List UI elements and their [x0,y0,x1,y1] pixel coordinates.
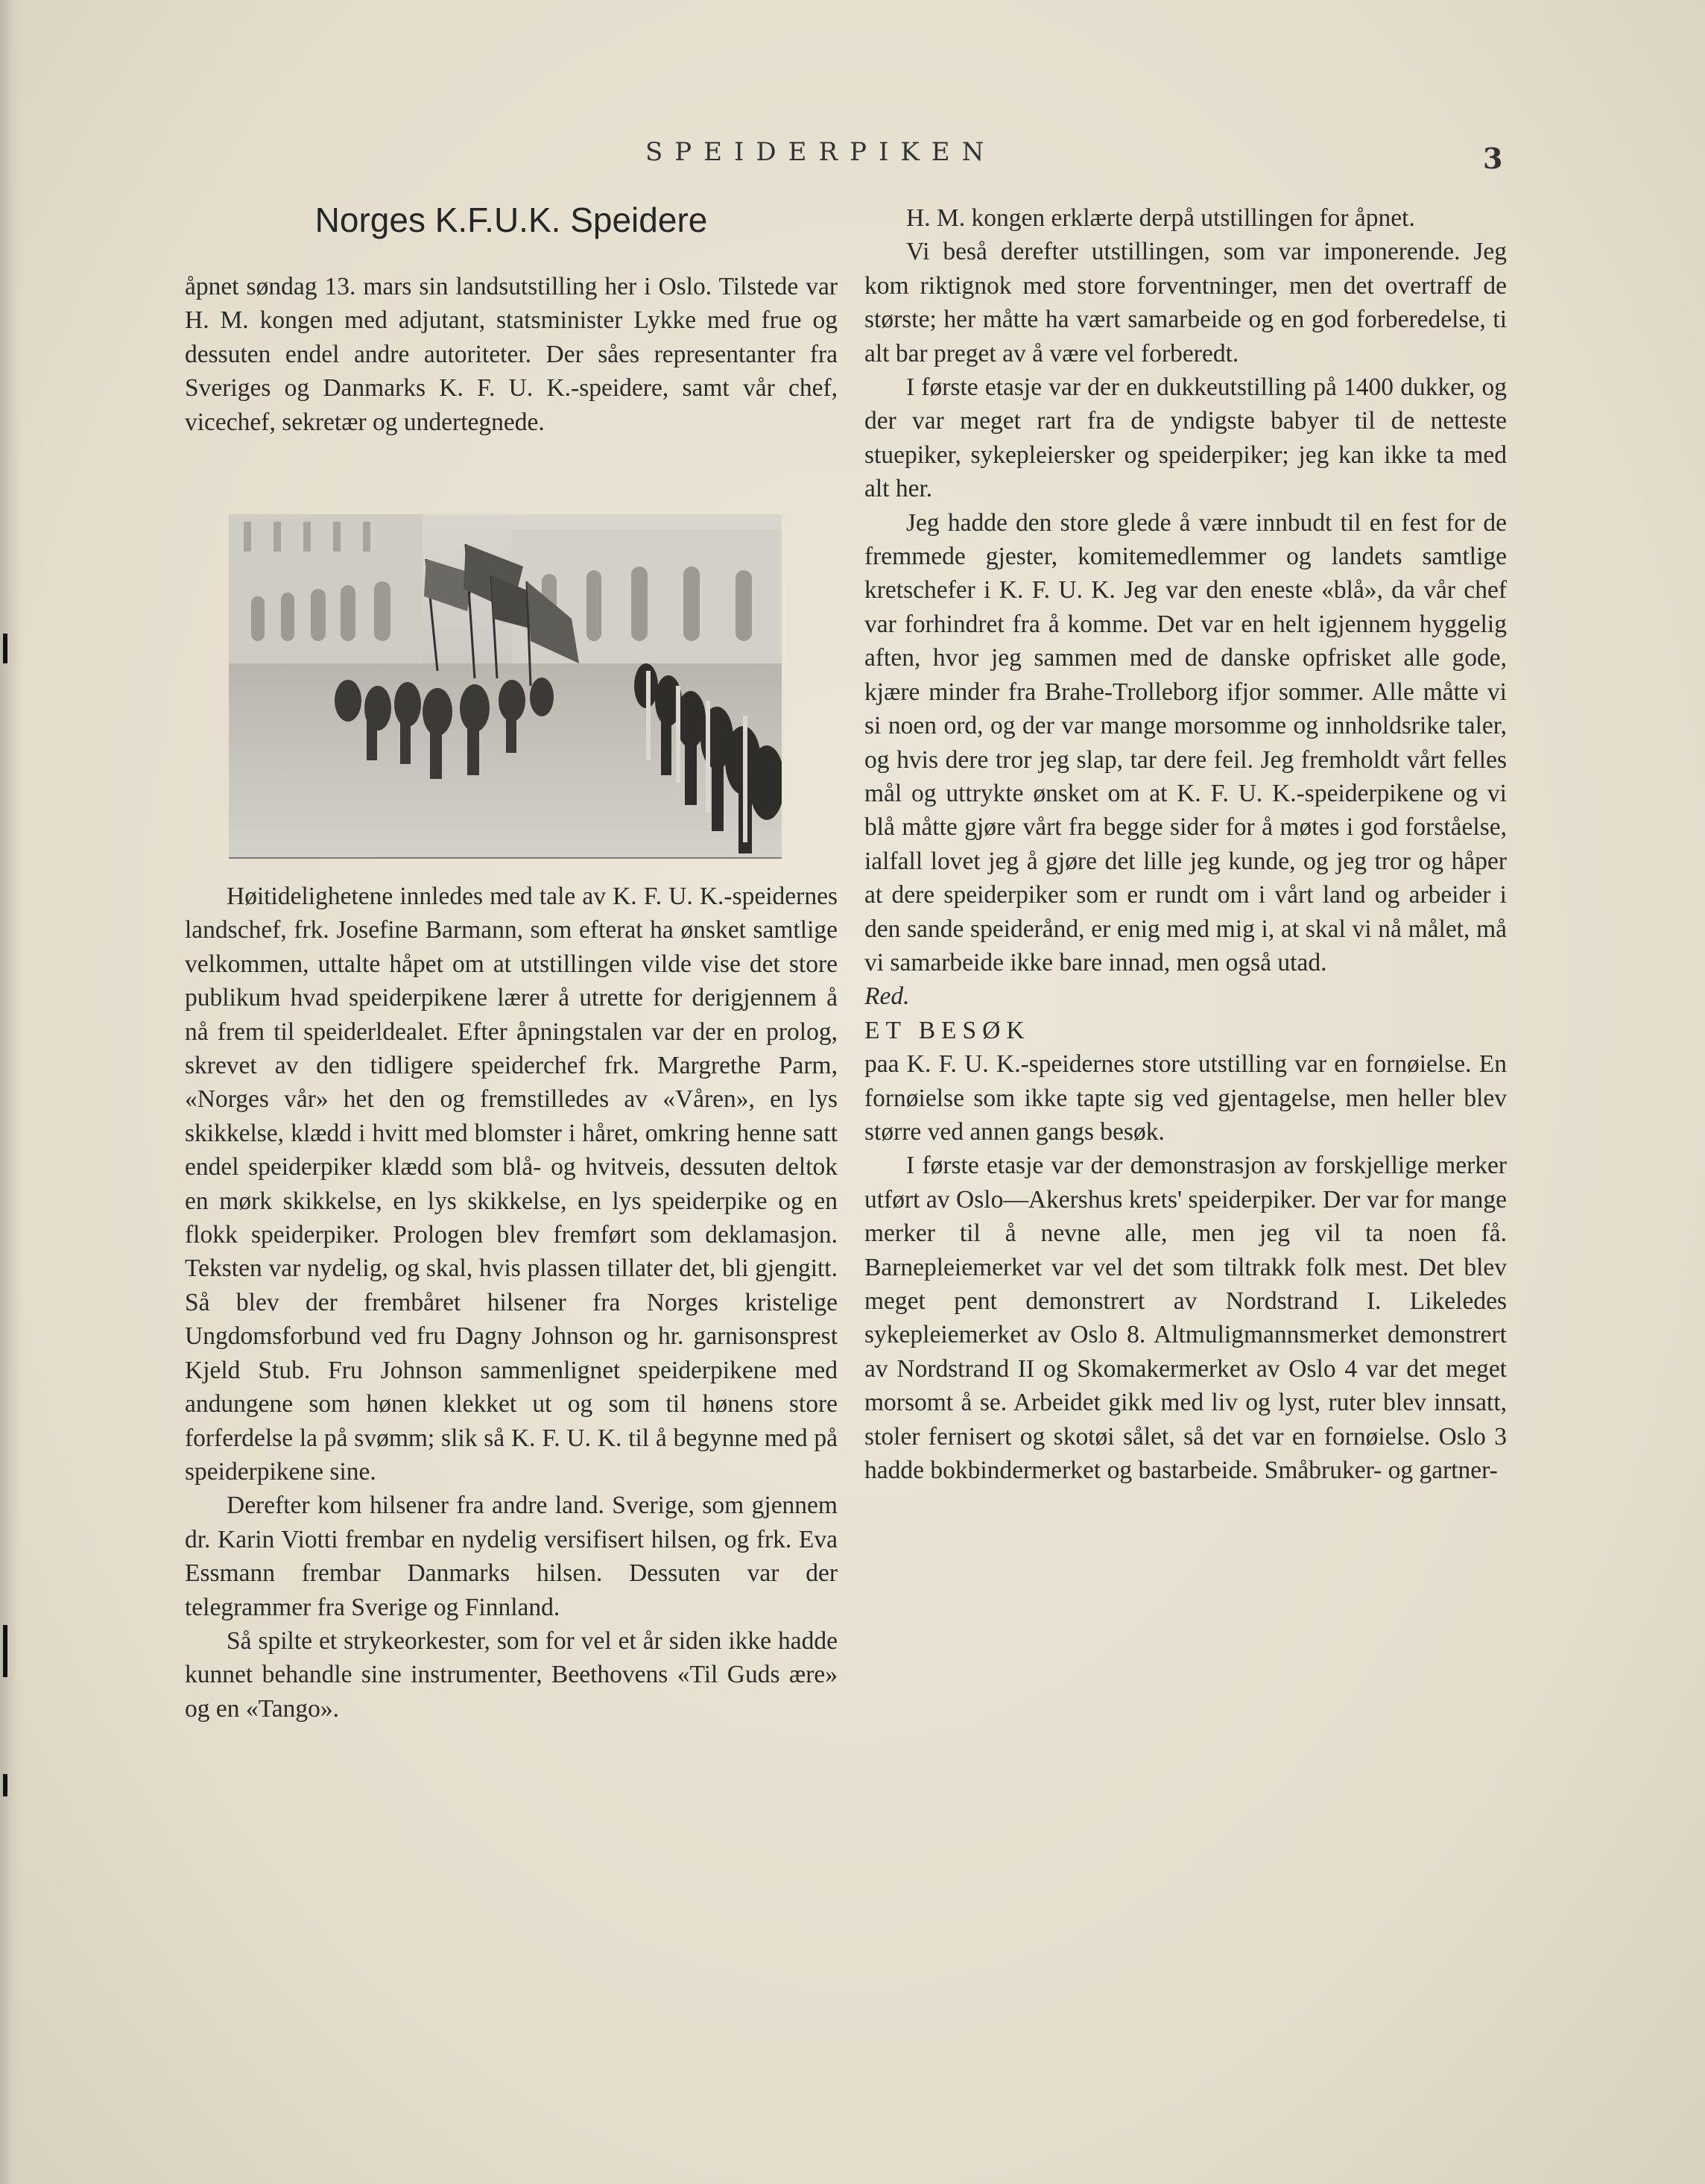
article-paragraph: Så spilte et strykeorkester, som for vel et år siden ikke hadde kunnet behandle sine instrumenter, Beethovens «Til Guds ære» og en «Tango». [185,1626,838,1723]
article-paragraph: I første etasje var der en dukkeutstilling på 1400 dukker, og der var meget rart fra de yndigste babyer til de netteste stuepiker, sykepleiersker og speiderpiker; jeg kan ikke ta med alt her. [864,373,1507,503]
left-column-body [185,880,838,1726]
article-paragraph: I første etasje var der demonstrasjon av forskjellige merker utført av Oslo—Akershus krets' speiderpiker. Der var for mange merker til å nevne alle, men jeg vil ta noen få. Barnepleiemerket var vel det som tiltrakk folk mest. Det blev meget pent demonstrert av Nordstrand I. Likeledes sykepleiemerket av Oslo 8. Altmuligmannsmerket demonstrert av Nordstrand II og Skomakermerket av Oslo 4 var det meget morsomt å se. Arbeidet gikk med liv og lyst, ruter blev innsatt, stoler fernisert og skotøi sålet, så det var en fornøielse. Oslo 3 hadde bokbindermerket og bastarbeide. Småbruker- og gartner- [864,1152,1507,1485]
edge-stain [3,1774,7,1796]
article-intro: åpnet søndag 13. mars sin landsutstilling her i Oslo. Tilstede var H. M. kongen med adjutant, statsminister Lykke med frue og dessuten endel andre autoriteter. Der såes representanter fra Sveriges og Danmarks K. F. U. K.-speidere, samt vår chef, vicechef, sekretær og undertegnede. [185,273,838,436]
running-header: SPEIDERPIKEN [645,137,996,167]
article-paragraph: Jeg hadde den store glede å være innbudt til en fest for de fremmede gjester, komitemedlemmer og landets samtlige kretschefer i K. F. U. K. Jeg var den eneste «blå», da vår chef var forhindret fra å komme. Det var en helt igjennem hyggelig aften, hvor jeg sammen med de danske opfrisket alle gode, kjære minder fra Brahe-Trolleborg ifjor sommer. Alle måtte vi si noen ord, og der var mange morsomme og innholdsrike taler, og hvis dere tror jeg slap, tar dere feil. Jeg fremholdt vårt felles mål og uttrykte ønsket om at K. F. U. K.-speiderpikene og vi blå måtte gjøre vårt fra begge sider for å møtes i god forståelse, ialfall lovet jeg å gjøre det lille jeg kunde, og jeg tror og håper at dere speiderpiker som er rundt om i vårt land og arbeider i den sande speiderånd, er enig med mig i, at skal vi nå målet, må vi samarbeide ikke bare innad, men også utad. [864,508,1507,976]
signature: Red. [864,982,910,1011]
article-paragraph: Vi beså derefter utstillingen, som var imponerende. Jeg kom riktignok med store forventninger, men det overtraff de største; her måtte ha vært samarbeide og en god forberedelse, ti alt bar preget av å være vel forberedt. [864,238,1507,367]
article-paragraph: Derefter kom hilsener fra andre land. Sverige, som gjennem dr. Karin Viotti frembar en nydelig versifisert hilsen, og frk. Eva Essmann frembar Danmarks hilsen. Dessuten var der telegrammer fra Sverige og Finnland. [185,1492,838,1621]
page-binding-edge [0,0,22,2184]
parade-photo [229,514,782,859]
parade-photo-illustration [229,514,782,857]
edge-stain [3,1625,7,1677]
edge-stain [3,634,7,663]
page-number: 3 [1483,142,1503,175]
left-column-intro [185,270,838,439]
article-paragraph: Høitidelighetene innledes med tale av K. F. U. K.-speidernes landschef, frk. Josefine Barmann, som efterat ha ønsket samtlige velkommen, uttalte håpet om at utstillingen vilde vise det store publikum hvad speiderpikene lærer å utrette for derigjennem å nå frem til speiderldealet. Efter åpningstalen var der en prolog, skrevet av den tidligere speiderchef frk. Margrethe Parm, «Norges vår» het den og fremstilledes av «Våren», en lys skikkelse, klædd i hvitt med blomster i håret, omkring henne satt endel speiderpiker klædd som blå- og hvitveis, dessuten deltok en mørk skikkelse, en lys skikkelse, en lys speiderpike og en flokk speiderpiker. Prologen blev fremført som deklamasjon. Teksten var nydelig, og skal, hvis plassen tillater det, bli gjengitt. Så blev der frembåret hilsener fra Norges kristelige Ungdomsforbund ved fru Dagny Johnson og hr. garnisonsprest Kjeld Stub. Fru Johnson sammenlignet speiderpikene med andungene som hønen klekket ut og som til hønens store forferdelse la på svømm; slik så K. F. U. K. til å begynne med på speiderpikene sine. [185,883,838,1486]
article-paragraph: H. M. kongen erklærte derpå utstillingen for åpnet. [906,204,1415,232]
article-paragraph: paa K. F. U. K.-speidernes store utstilling var en fornøielse. En fornøielse som ikke tapte sig ved gjentagelse, men heller blev større ved annen gangs besøk. [864,1050,1507,1146]
right-column [864,201,1507,1487]
article-title: Norges K.F.U.K. Speidere [314,201,708,239]
article2-title: ET BESØK [864,1016,1031,1044]
